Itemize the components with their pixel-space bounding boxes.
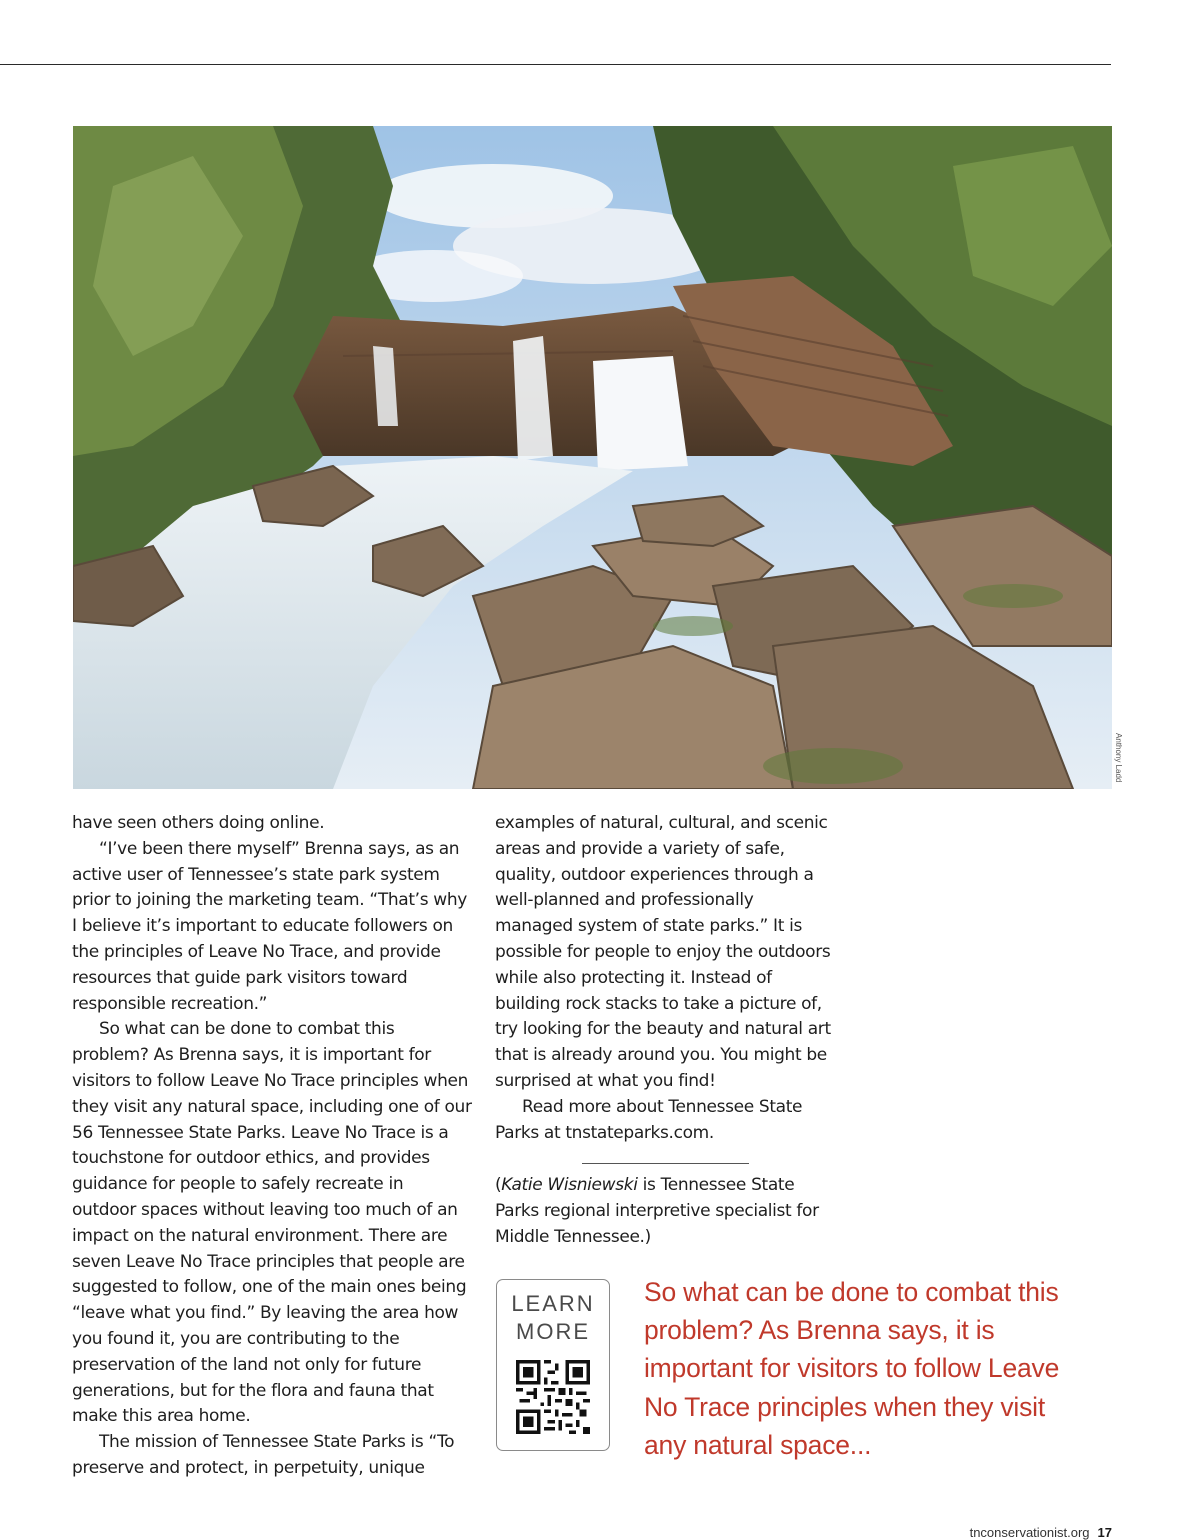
paragraph: So what can be done to combat this problem? As Brenna says, it is important for visitors to follow Leave No Trace principles when they visit any natural space, including one of our 56 Tennessee State Parks. Leave No Trace is a touchstone for outdoor ethics, and provides guidance for people to safely recreate in outdoor spaces without leaving too much of an impact on the natural environment. There are seven Leave No Trace principles that people are suggested to follow, one of the main ones being “leave what you find.” By leaving the area how you found it, you are contributing to the preservation of the land not only for future generations, but for the flora and fauna that make this area home. [72,1019,472,1427]
pull-quote: So what can be done to combat this problem? As Brenna says, it is important for visitors to follow Leave No Trace principles when they visit any natural space... [644,1277,1060,1460]
qr-code-icon[interactable] [516,1360,590,1434]
top-rule [0,64,1111,65]
waterfall-illustration [73,126,1112,789]
learn-more-label [497,1290,609,1346]
paragraph: examples of natural, cultural, and scenic areas and provide a variety of safe, quality, outdoor experiences through a well-planned and professionally managed system of state parks.” It is possible for people to enjoy the outdoors while also protecting it. Instead of building rock stacks to take a picture of, try looking for the beauty and natural art that is already around you. You might be surprised at what you find! [495,813,831,1091]
learn-label-line2: MORE [516,1319,590,1344]
footer-website[interactable]: tnconservationist.org [969,1525,1090,1540]
bio-open: ( [495,1175,502,1195]
paragraph: The mission of Tennessee State Parks is “To preserve and protect, in perpetuity, unique [72,1432,455,1478]
author-bio [495,1173,835,1250]
page-footer [970,1525,1112,1540]
bio-text: is Tennessee State Parks regional interpretive specialist for Middle Tennessee.) [495,1175,819,1247]
paragraph: have seen others doing online. [72,813,325,833]
paragraph: “I’ve been there myself” Brenna says, as an active user of Tennessee’s state park system prior to joining the marketing team. “That’s why I believe it’s important to educate followers on the principles of Leave No Trace, and provide resources that guide park visitors toward responsible recreation.” [72,838,467,1014]
bio-divider [582,1163,749,1164]
article-column-1 [72,811,472,1482]
photo-credit: Anthony Ladd [1114,733,1123,783]
author-name: Katie Wisniewski [501,1175,638,1195]
article-column-2 [495,811,835,1146]
learn-more-box[interactable] [496,1279,610,1451]
paragraph: Read more about Tennessee State Parks at tnstateparks.com. [495,1096,803,1143]
page-number: 17 [1097,1525,1112,1540]
learn-label-line1: LEARN [511,1291,595,1316]
waterfall-photo [73,126,1112,789]
